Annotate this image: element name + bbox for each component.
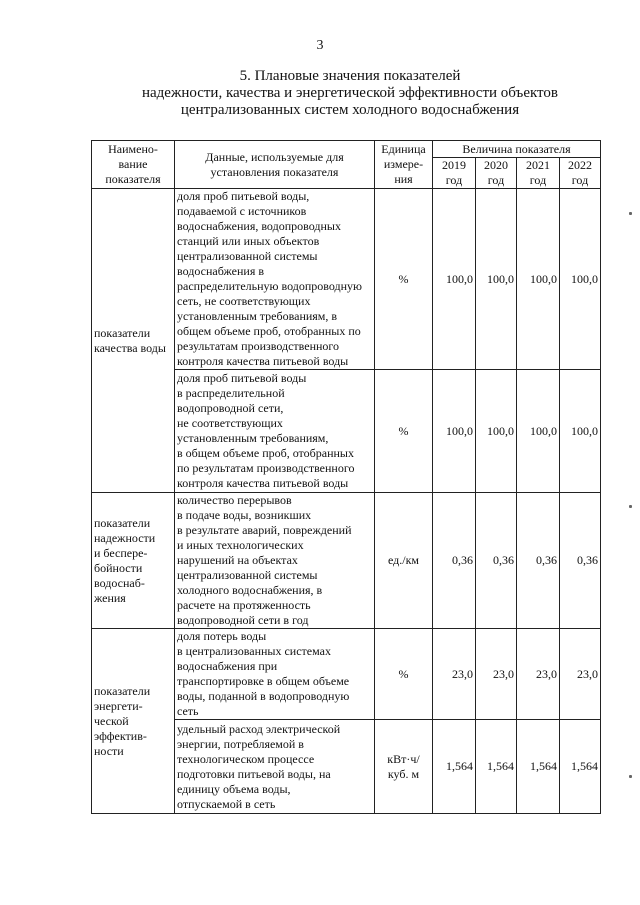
header-text: ния <box>394 172 413 186</box>
category-text: качества воды <box>94 340 166 355</box>
unit-line: куб. м <box>387 766 420 781</box>
page-number: 3 <box>316 38 324 53</box>
category-text: жения <box>94 590 126 605</box>
description-line: водопроводной сети в год <box>177 613 309 627</box>
value-2019: 0,36 <box>433 493 476 629</box>
indicators-table <box>91 140 601 814</box>
value-2022: 23,0 <box>560 629 601 720</box>
description-line: количество перерывов <box>177 493 292 507</box>
description-line: транспортировке в общем объеме <box>177 674 350 688</box>
value-2019: 23,0 <box>433 629 476 720</box>
title-line: централизованных систем холодного водоснабжения <box>180 102 520 118</box>
value-2021: 100,0 <box>517 370 560 493</box>
category-text: показатели <box>94 325 151 340</box>
header-text: Наимено- <box>108 142 158 156</box>
value-2022: 0,36 <box>560 493 601 629</box>
value-2019: 100,0 <box>433 189 476 370</box>
value-2020: 100,0 <box>476 189 517 370</box>
category-text: бойности <box>94 560 143 575</box>
description-line: доля проб питьевой воды, <box>177 189 310 203</box>
category-text: водоснаб- <box>94 575 145 590</box>
table-row <box>92 629 601 720</box>
title-line: надежности, качества и энергетической эффективности объектов <box>141 85 558 101</box>
description-line: общем объеме проб, отобранных по <box>177 324 361 338</box>
category-text: эффектив- <box>94 728 147 743</box>
unit-line: кВт·ч/ <box>387 751 420 766</box>
category-text: и беспере- <box>94 545 148 560</box>
unit-cell: % <box>375 189 433 370</box>
description-line: единицу объема воды, <box>177 781 291 796</box>
year-suffix: год <box>487 173 505 187</box>
value-2022: 100,0 <box>560 189 601 370</box>
header-unit <box>375 141 433 189</box>
description-line: контроля качества питьевой воды <box>177 354 349 368</box>
description-line: подаваемой с источников <box>177 204 307 218</box>
value-2019: 1,564 <box>433 720 476 814</box>
year-label: 2022 <box>568 158 592 172</box>
description-line: в результате аварий, повреждений <box>177 523 352 537</box>
description-line: энергии, потребляемой в <box>177 736 304 751</box>
header-year-2020 <box>476 158 517 189</box>
category-text: ности <box>94 743 124 758</box>
category-text: ческой <box>94 713 129 728</box>
scan-mark <box>629 775 632 778</box>
data-description <box>175 629 375 720</box>
header-text: измере- <box>383 157 424 171</box>
description-line: доля проб питьевой воды <box>177 371 307 385</box>
header-data-used <box>175 141 375 189</box>
description-line: контроля качества питьевой воды <box>177 476 349 490</box>
value-2020: 100,0 <box>476 370 517 493</box>
value-2020: 0,36 <box>476 493 517 629</box>
description-line: и иных технологических <box>177 538 304 552</box>
value-2020: 1,564 <box>476 720 517 814</box>
data-description <box>175 720 375 814</box>
description-line: водопроводной сети, <box>177 401 284 415</box>
unit-cell: ед./км <box>375 493 433 629</box>
header-value-title: Величина показателя <box>433 141 601 158</box>
table-row <box>92 493 601 629</box>
category-text: показатели <box>94 515 151 530</box>
description-line: водоснабжения при <box>177 659 278 673</box>
unit-cell: % <box>375 629 433 720</box>
unit-cell <box>375 720 433 814</box>
value-2021: 1,564 <box>517 720 560 814</box>
description-line: нарушений на объектах <box>177 553 298 567</box>
year-suffix: год <box>529 173 547 187</box>
category-reliability <box>92 493 175 629</box>
description-line: установленным требованиям, <box>177 431 329 445</box>
description-line: установленным требованиям, в <box>177 309 338 323</box>
description-line: распределительную водопроводную <box>177 279 362 293</box>
description-line: воды, поданной в водопроводную <box>177 689 350 703</box>
description-line: сеть <box>177 704 199 718</box>
header-text: Единица <box>381 142 426 156</box>
description-line: технологическом процессе <box>177 751 315 766</box>
description-line: водоснабжения в <box>177 264 265 278</box>
unit-cell: % <box>375 370 433 493</box>
description-line: в подаче воды, возникших <box>177 508 312 522</box>
description-line: в централизованных системах <box>177 644 331 658</box>
value-2022: 1,564 <box>560 720 601 814</box>
description-line: удельный расход электрической <box>177 721 341 736</box>
description-line: централизованной системы <box>177 568 318 582</box>
category-water-quality <box>92 189 175 493</box>
value-2021: 0,36 <box>517 493 560 629</box>
category-energy-efficiency <box>92 629 175 814</box>
data-description <box>175 493 375 629</box>
header-indicator-name <box>92 141 175 189</box>
description-line: станций или иных объектов <box>177 234 320 248</box>
data-description <box>175 189 375 370</box>
section-title <box>80 68 620 119</box>
header-text: Данные, используемые для <box>205 149 344 164</box>
description-line: не соответствующих <box>177 416 283 430</box>
category-text: энергети- <box>94 698 143 713</box>
description-line: отпускаемой в сеть <box>177 796 276 811</box>
description-line: сеть, не соответствующих <box>177 294 311 308</box>
header-year-2019 <box>433 158 476 189</box>
description-line: в распределительной <box>177 386 285 400</box>
value-2020: 23,0 <box>476 629 517 720</box>
category-text: надежности <box>94 530 156 545</box>
description-line: подготовки питьевой воды, на <box>177 766 331 781</box>
description-line: холодного водоснабжения, в <box>177 583 323 597</box>
year-suffix: год <box>445 173 463 187</box>
scan-mark <box>629 505 632 508</box>
description-line: результатам производственного <box>177 339 340 353</box>
value-2019: 100,0 <box>433 370 476 493</box>
description-line: доля потерь воды <box>177 629 267 643</box>
description-line: централизованной системы <box>177 249 318 263</box>
header-text: вание <box>118 157 148 171</box>
value-2021: 100,0 <box>517 189 560 370</box>
value-2022: 100,0 <box>560 370 601 493</box>
data-description <box>175 370 375 493</box>
year-label: 2019 <box>442 158 466 172</box>
header-text: установления показателя <box>210 164 339 179</box>
description-line: расчете на протяженность <box>177 598 311 612</box>
value-2021: 23,0 <box>517 629 560 720</box>
year-suffix: год <box>571 173 589 187</box>
header-year-2021 <box>517 158 560 189</box>
description-line: в общем объеме проб, отобранных <box>177 446 354 460</box>
scan-mark <box>629 212 632 215</box>
year-label: 2021 <box>526 158 550 172</box>
header-text: показателя <box>105 172 161 186</box>
category-text: показатели <box>94 683 151 698</box>
year-label: 2020 <box>484 158 508 172</box>
description-line: водоснабжения, водопроводных <box>177 219 341 233</box>
title-line: 5. Плановые значения показателей <box>239 68 461 84</box>
header-year-2022 <box>560 158 601 189</box>
table-row <box>92 189 601 370</box>
description-line: по результатам производственного <box>177 461 355 475</box>
